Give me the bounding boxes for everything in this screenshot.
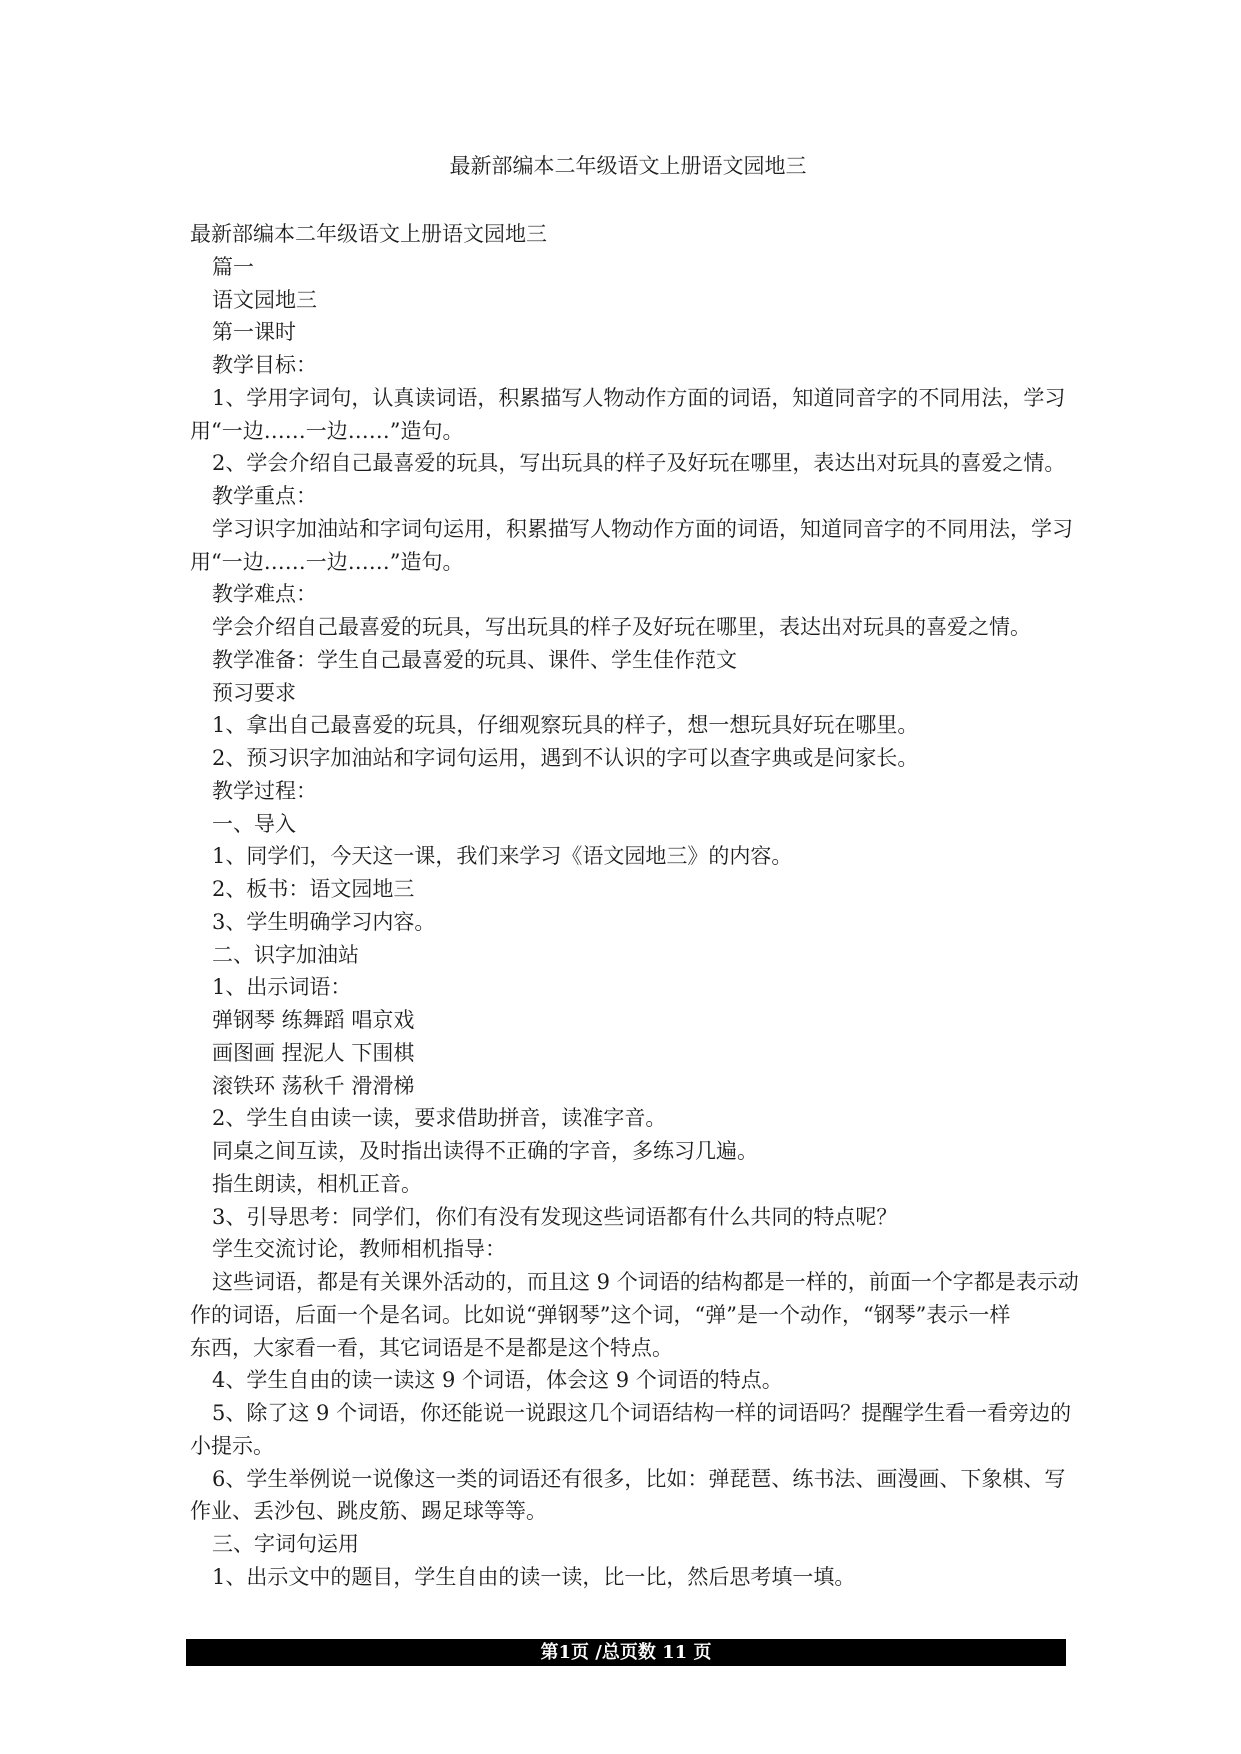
text-line: 东西，大家看一看，其它词语是不是都是这个特点。 <box>190 1335 673 1360</box>
doc-heading-line: 最新部编本二年级语文上册语文园地三 <box>190 222 547 246</box>
text-line: 这些词语，都是有关课外活动的，而且这 9 个词语的结构都是一样的，前面一个字都是表示动 <box>212 1270 1079 1294</box>
text-line: 作业、丢沙包、跳皮筋、踢足球等等。 <box>190 1499 547 1524</box>
text-line: 指生朗读，相机正音。 <box>212 1171 422 1196</box>
text-line: 6、学生举例说一说像这一类的词语还有很多，比如：弹琵琶、练书法、画漫画、下象棋、写 <box>212 1466 1066 1491</box>
text-line: 1、拿出自己最喜爱的玩具，仔细观察玩具的样子，想一想玩具好玩在哪里。 <box>212 713 919 738</box>
section-heading: 一、导入 <box>212 811 296 836</box>
text-line: 5、除了这 9 个词语，你还能说一说跟这几个词语结构一样的词语吗？提醒学生看一看旁边的 <box>212 1401 1072 1425</box>
word-list-line: 画图画 捏泥人 下围棋 <box>212 1040 415 1065</box>
text-line: 学习识字加油站和字词句运用，积累描写人物动作方面的词语，知道同音字的不同用法，学习 <box>212 516 1073 541</box>
section-heading: 三、字词句运用 <box>212 1532 359 1556</box>
section-heading: 篇一 <box>212 254 254 279</box>
text-line: 用“一边……一边……”造句。 <box>190 418 464 443</box>
document-body <box>190 218 1079 1594</box>
section-heading: 教学过程： <box>212 778 317 803</box>
text-line: 教学准备：学生自己最喜爱的玩具、课件、学生佳作范文 <box>212 647 737 672</box>
text-line: 3、学生明确学习内容。 <box>212 909 436 934</box>
text-line: 用“一边……一边……”造句。 <box>190 549 464 574</box>
text-line: 1、出示词语： <box>212 975 352 1000</box>
text-line: 小提示。 <box>190 1433 274 1458</box>
section-heading: 第一课时 <box>212 320 296 345</box>
text-line: 1、出示文中的题目，学生自由的读一读，比一比，然后思考填一填。 <box>212 1564 856 1589</box>
page-title: 最新部编本二年级语文上册语文园地三 <box>449 154 807 178</box>
text-line: 1、学用字词句，认真读词语，积累描写人物动作方面的词语，知道同音字的不同用法，学习 <box>212 385 1066 410</box>
section-heading: 教学难点： <box>212 582 317 607</box>
text-line: 2、学会介绍自己最喜爱的玩具，写出玩具的样子及好玩在哪里，表达出对玩具的喜爱之情。 <box>212 451 1066 476</box>
text-line: 同桌之间互读，及时指出读得不正确的字音，多练习几遍。 <box>212 1139 758 1163</box>
text-line: 3、引导思考：同学们，你们有没有发现这些词语都有什么共同的特点呢？ <box>212 1204 898 1229</box>
text-line: 学会介绍自己最喜爱的玩具，写出玩具的样子及好玩在哪里，表达出对玩具的喜爱之情。 <box>212 615 1031 639</box>
text-line: 2、预习识字加油站和字词句运用，遇到不认识的字可以查字典或是问家长。 <box>212 746 919 770</box>
word-list-line: 弹钢琴 练舞蹈 唱京戏 <box>212 1008 415 1032</box>
text-line: 学生交流讨论，教师相机指导： <box>212 1237 506 1262</box>
word-list-line: 滚铁环 荡秋千 滑滑梯 <box>212 1073 415 1098</box>
section-heading: 教学目标： <box>212 353 317 377</box>
section-heading: 教学重点： <box>212 484 317 508</box>
text-line: 1、同学们，今天这一课，我们来学习《语文园地三》的内容。 <box>212 844 793 869</box>
section-heading: 二、识字加油站 <box>212 942 359 967</box>
section-heading: 预习要求 <box>212 680 296 705</box>
page-number-footer: 第1页 /总页数 11 页 <box>186 1639 1066 1666</box>
text-line: 2、板书：语文园地三 <box>212 877 415 901</box>
text-line: 2、学生自由读一读，要求借助拼音，读准字音。 <box>212 1106 667 1131</box>
text-line: 4、学生自由的读一读这 9 个词语，体会这 9 个词语的特点。 <box>212 1368 783 1393</box>
text-line: 作的词语，后面一个是名词。比如说“弹钢琴”这个词，“弹”是一个动作，“钢琴”表示一样 <box>190 1302 1011 1327</box>
section-heading: 语文园地三 <box>212 287 317 312</box>
